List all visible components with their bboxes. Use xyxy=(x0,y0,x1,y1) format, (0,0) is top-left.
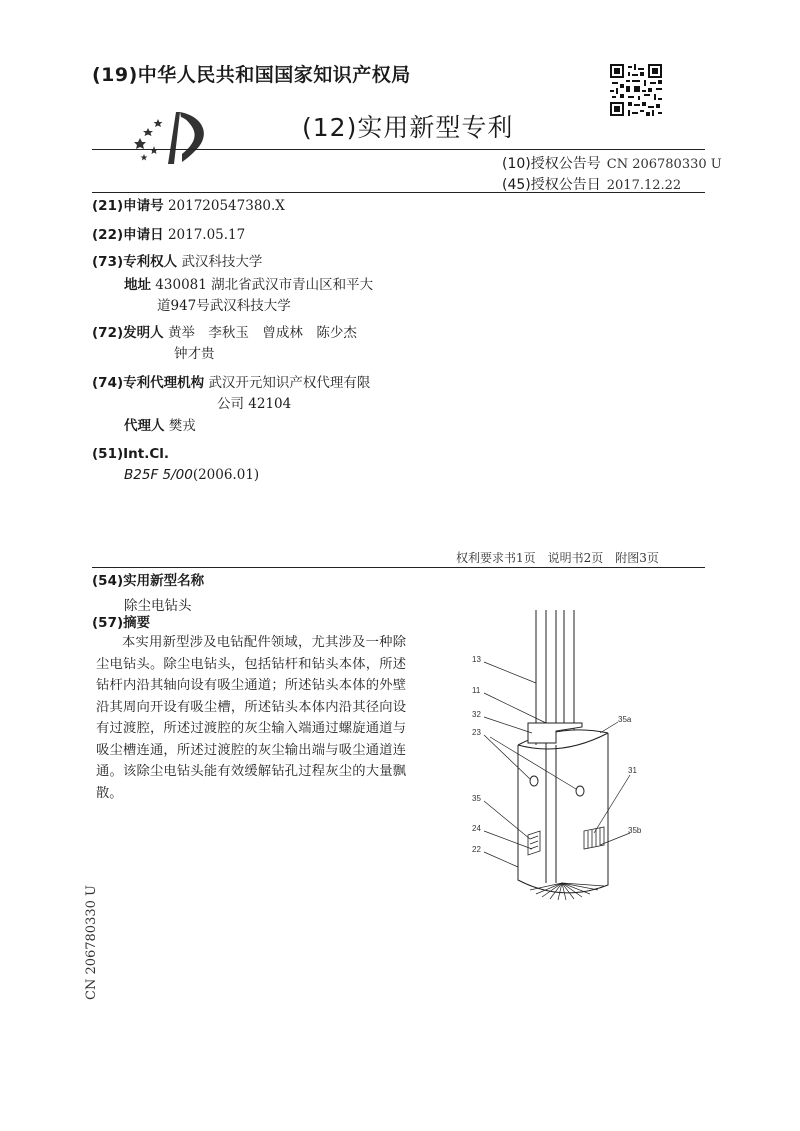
utility-model-title: 除尘电钻头 xyxy=(124,598,192,614)
intcl-code: B25F 5/00 xyxy=(124,467,193,483)
label-24: 24 xyxy=(472,824,481,833)
agent: 樊戎 xyxy=(168,418,196,434)
label-22: 22 xyxy=(472,845,481,854)
qr-code xyxy=(610,64,662,116)
intcl-label: (51)Int.Cl. xyxy=(92,446,170,462)
inventors-line-2: 钟才贵 xyxy=(174,346,215,362)
agency-line-2: 公司 42104 xyxy=(217,396,292,412)
agency-label: (74)专利代理机构 xyxy=(92,375,205,391)
label-13: 13 xyxy=(472,655,481,664)
inventors-line-1: 黄举 李秋玉 曾成林 陈少杰 xyxy=(167,325,357,341)
application-number-label: (21)申请号 xyxy=(92,198,164,214)
label-35: 35 xyxy=(472,794,481,803)
application-number: 201720547380.X xyxy=(167,198,285,214)
drill-bit-figure xyxy=(470,605,650,915)
document-type: (12)实用新型专利 xyxy=(302,113,514,142)
biblio-divider xyxy=(92,192,705,193)
drill-body xyxy=(518,723,608,893)
patent-office-logo xyxy=(130,106,218,168)
publication-number: CN 206780330 U xyxy=(606,157,722,172)
utility-model-title-label: (54)实用新型名称 xyxy=(92,573,205,589)
address-line-1: 430081 湖北省武汉市青山区和平大 xyxy=(155,277,374,293)
abstract-label: (57)摘要 xyxy=(92,615,151,631)
intcl-date: (2006.01) xyxy=(192,467,260,483)
application-date-label: (22)申请日 xyxy=(92,227,164,243)
patentee-row xyxy=(92,253,262,271)
side-publication-number: CN 206780330 U xyxy=(84,885,99,1000)
header-divider xyxy=(92,149,705,150)
issuing-office: (19)中华人民共和国国家知识产权局 xyxy=(92,64,411,86)
label-32: 32 xyxy=(472,710,481,719)
agency-line-1: 武汉开元知识产权代理有限 xyxy=(208,375,371,391)
inventors-row xyxy=(92,324,357,342)
label-23: 23 xyxy=(472,728,481,737)
address-row xyxy=(124,276,373,294)
application-number-row xyxy=(92,197,285,215)
publication-number-label: (10)授权公告号 xyxy=(502,156,601,172)
publication-number-row xyxy=(502,153,722,173)
label-35b: 35b xyxy=(628,826,642,835)
abstract-divider xyxy=(92,567,705,568)
label-35a: 35a xyxy=(618,715,632,724)
agent-label: 代理人 xyxy=(124,418,165,434)
label-11: 11 xyxy=(472,686,481,695)
pages-info: 权利要求书1页 说明书2页 附图3页 xyxy=(456,551,659,565)
label-31: 31 xyxy=(628,766,637,775)
patentee: 武汉科技大学 xyxy=(181,254,263,270)
publication-date-row xyxy=(502,174,681,194)
address-label: 地址 xyxy=(124,277,151,293)
dust-grooves xyxy=(528,827,604,855)
publication-date: 2017.12.22 xyxy=(606,178,682,193)
inventors-label: (72)发明人 xyxy=(92,325,164,341)
publication-date-label: (45)授权公告日 xyxy=(502,177,601,193)
cutting-tip xyxy=(530,883,604,900)
abstract-text: 本实用新型涉及电钻配件领域，尤其涉及一种除尘电钻头。除尘电钻头，包括钻杆和钻头本体，所述钻杆内沿其轴向设有吸尘通道；所述钻头本体的外壁沿其周向开设有吸尘槽，所述钻头本体内沿其径向设有过渡腔，所述过渡腔的灰尘输入端通过螺旋通道与吸尘槽连通，所述过渡腔的灰尘输出端与吸尘通道连通。该除尘电钻头能有效缓解钻孔过程灰尘的大量飘散。 xyxy=(96,635,406,801)
application-date: 2017.05.17 xyxy=(167,227,246,243)
agent-row xyxy=(124,417,196,435)
application-date-row xyxy=(92,226,245,244)
agency-row xyxy=(92,374,370,392)
patentee-label: (73)专利权人 xyxy=(92,254,178,270)
address-line-2: 道947号武汉科技大学 xyxy=(157,298,291,314)
intcl-row xyxy=(124,466,259,484)
